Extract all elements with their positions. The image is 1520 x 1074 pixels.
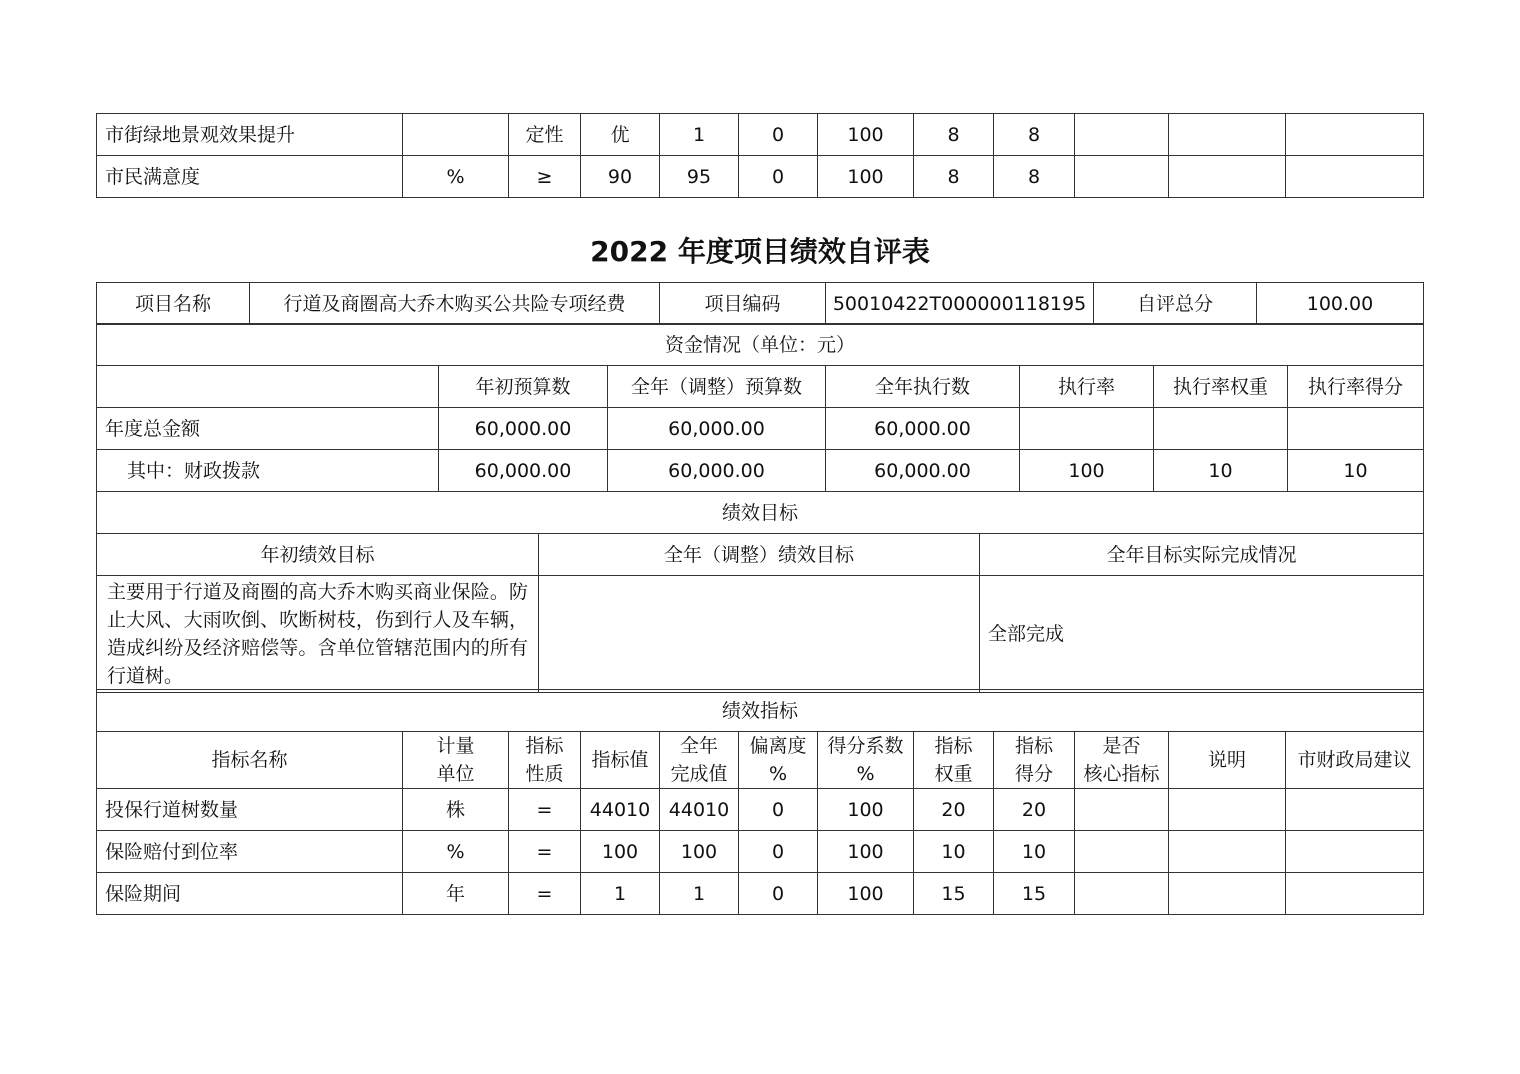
funds-table	[96, 323, 1424, 492]
funds-col-exec-weight: 执行率权重	[1154, 366, 1288, 408]
indicator-nature: ≥	[509, 156, 581, 198]
indicator-score: 20	[994, 789, 1075, 831]
project-code-value: 50010422T000000118195	[826, 283, 1094, 325]
col-deviation: 偏离度 %	[739, 732, 818, 789]
indicator-core	[1075, 789, 1169, 831]
funds-cell: 60,000.00	[608, 450, 826, 492]
col-target: 指标值	[581, 732, 660, 789]
indicator-unit: %	[403, 831, 509, 873]
indicator-note	[1169, 831, 1286, 873]
goals-header-row	[97, 534, 1424, 576]
funds-col-exec-rate: 执行率	[1020, 366, 1154, 408]
indicator-weight: 8	[914, 156, 994, 198]
table-row	[97, 450, 1424, 492]
indicator-target: 优	[581, 114, 660, 156]
goals-col-initial: 年初绩效目标	[97, 534, 539, 576]
indicator-deviation: 0	[739, 789, 818, 831]
indicator-name: 保险赔付到位率	[97, 831, 403, 873]
col-actual: 全年 完成值	[660, 732, 739, 789]
indicator-actual: 1	[660, 873, 739, 915]
table-row	[97, 283, 1424, 325]
funds-col-adjusted-budget: 全年（调整）预算数	[608, 366, 826, 408]
indicator-advice	[1286, 873, 1424, 915]
funds-cell	[1154, 408, 1288, 450]
self-score-value: 100.00	[1257, 283, 1424, 325]
table-row	[97, 114, 1424, 156]
goals-section-title-row	[97, 492, 1424, 534]
table-row	[97, 156, 1424, 198]
indicators-section-title: 绩效指标	[97, 690, 1424, 732]
col-nature: 指标 性质	[509, 732, 581, 789]
funds-cell: 100	[1020, 450, 1154, 492]
self-score-label: 自评总分	[1094, 283, 1257, 325]
funds-row-label: 年度总金额	[97, 408, 439, 450]
indicator-unit: 株	[403, 789, 509, 831]
funds-row-label: 其中：财政拨款	[97, 450, 439, 492]
indicator-coef: 100	[818, 114, 914, 156]
indicator-note	[1169, 114, 1286, 156]
indicator-name: 市民满意度	[97, 156, 403, 198]
funds-col-executed: 全年执行数	[826, 366, 1020, 408]
indicator-weight: 8	[914, 114, 994, 156]
indicator-target: 90	[581, 156, 660, 198]
indicator-note	[1169, 873, 1286, 915]
funds-cell: 60,000.00	[439, 450, 608, 492]
continued-indicator-table	[96, 113, 1424, 198]
indicator-core	[1075, 114, 1169, 156]
indicator-advice	[1286, 789, 1424, 831]
table-row	[97, 408, 1424, 450]
indicator-weight: 15	[914, 873, 994, 915]
goals-content-row	[97, 576, 1424, 693]
goals-table	[96, 491, 1424, 693]
col-note: 说明	[1169, 732, 1286, 789]
goals-col-actual: 全年目标实际完成情况	[980, 534, 1424, 576]
indicator-deviation: 0	[739, 114, 818, 156]
funds-cell: 60,000.00	[826, 450, 1020, 492]
indicator-note	[1169, 789, 1286, 831]
indicator-nature: =	[509, 873, 581, 915]
indicator-target: 1	[581, 873, 660, 915]
col-unit: 计量 单位	[403, 732, 509, 789]
funds-cell: 10	[1154, 450, 1288, 492]
indicator-name: 保险期间	[97, 873, 403, 915]
indicator-score: 10	[994, 831, 1075, 873]
indicator-core	[1075, 873, 1169, 915]
funds-header-row	[97, 366, 1424, 408]
indicator-nature: =	[509, 831, 581, 873]
indicator-core	[1075, 831, 1169, 873]
funds-col-exec-score: 执行率得分	[1288, 366, 1424, 408]
indicator-target: 100	[581, 831, 660, 873]
indicator-coef: 100	[818, 831, 914, 873]
col-weight: 指标 权重	[914, 732, 994, 789]
table-row	[97, 873, 1424, 915]
col-indicator-name: 指标名称	[97, 732, 403, 789]
project-name-label: 项目名称	[97, 283, 250, 325]
funds-cell	[1020, 408, 1154, 450]
funds-col-empty	[97, 366, 439, 408]
goals-section-title: 绩效目标	[97, 492, 1424, 534]
table-row	[97, 831, 1424, 873]
indicator-deviation: 0	[739, 831, 818, 873]
goals-col-adjusted: 全年（调整）绩效目标	[539, 534, 980, 576]
funds-section-title-row	[97, 324, 1424, 366]
table-row	[97, 789, 1424, 831]
indicator-note	[1169, 156, 1286, 198]
indicator-score: 8	[994, 114, 1075, 156]
indicators-header-row	[97, 732, 1424, 789]
funds-cell	[1288, 408, 1424, 450]
indicator-coef: 100	[818, 873, 914, 915]
col-score: 指标 得分	[994, 732, 1075, 789]
project-code-label: 项目编码	[660, 283, 826, 325]
indicator-nature: =	[509, 789, 581, 831]
col-coef: 得分系数 %	[818, 732, 914, 789]
indicators-table	[96, 689, 1424, 915]
indicator-name: 投保行道树数量	[97, 789, 403, 831]
funds-col-initial-budget: 年初预算数	[439, 366, 608, 408]
indicator-deviation: 0	[739, 873, 818, 915]
indicator-nature: 定性	[509, 114, 581, 156]
col-core: 是否 核心指标	[1075, 732, 1169, 789]
page-title: 2022 年度项目绩效自评表	[590, 235, 930, 268]
indicator-deviation: 0	[739, 156, 818, 198]
indicator-coef: 100	[818, 156, 914, 198]
actual-completion-text: 全部完成	[980, 576, 1424, 693]
adjusted-goal-text	[539, 576, 980, 693]
indicator-name: 市街绿地景观效果提升	[97, 114, 403, 156]
project-name-value: 行道及商圈高大乔木购买公共险专项经费	[250, 283, 660, 325]
funds-cell: 60,000.00	[608, 408, 826, 450]
funds-cell: 60,000.00	[439, 408, 608, 450]
funds-section-title: 资金情况（单位：元）	[97, 324, 1424, 366]
indicator-actual: 100	[660, 831, 739, 873]
initial-goal-text: 主要用于行道及商圈的高大乔木购买商业保险。防止大风、大雨吹倒、吹断树枝，伤到行人及车辆，造成纠纷及经济赔偿等。含单位管辖范围内的所有行道树。	[97, 576, 539, 693]
project-header-table	[96, 282, 1424, 325]
indicator-weight: 10	[914, 831, 994, 873]
indicator-advice	[1286, 114, 1424, 156]
indicator-advice	[1286, 831, 1424, 873]
indicator-unit	[403, 114, 509, 156]
indicator-unit: %	[403, 156, 509, 198]
indicator-score: 8	[994, 156, 1075, 198]
funds-cell: 10	[1288, 450, 1424, 492]
indicator-target: 44010	[581, 789, 660, 831]
indicator-core	[1075, 156, 1169, 198]
indicator-actual: 44010	[660, 789, 739, 831]
funds-cell: 60,000.00	[826, 408, 1020, 450]
indicator-weight: 20	[914, 789, 994, 831]
col-advice: 市财政局建议	[1286, 732, 1424, 789]
indicator-score: 15	[994, 873, 1075, 915]
indicator-actual: 1	[660, 114, 739, 156]
indicator-unit: 年	[403, 873, 509, 915]
indicator-coef: 100	[818, 789, 914, 831]
indicator-actual: 95	[660, 156, 739, 198]
indicators-section-title-row	[97, 690, 1424, 732]
indicator-advice	[1286, 156, 1424, 198]
